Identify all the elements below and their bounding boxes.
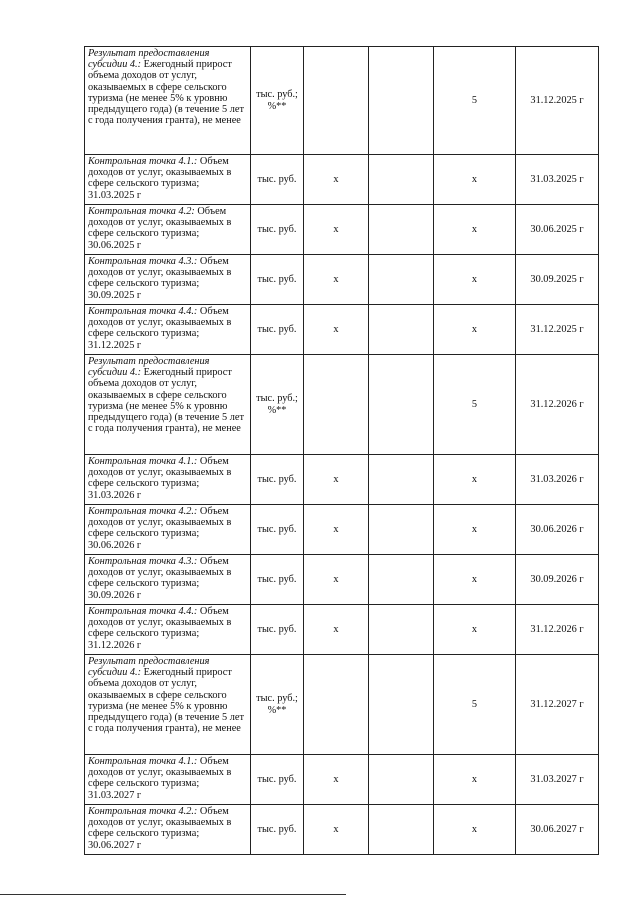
value-cell-3: х [304,205,369,255]
row-text: Объем доходов от услуг, оказываемых в сфере сельского туризма; 31.03.2025 г [88,156,232,201]
unit-cell: тыс. руб. [251,755,304,805]
table-row [85,605,599,655]
value-cell-5: х [434,255,516,305]
date-cell: 31.03.2027 г [516,755,599,805]
unit-cell: тыс. руб. [251,805,304,855]
value-cell-5: х [434,555,516,605]
value-cell-3: х [304,455,369,505]
value-cell-4 [369,155,434,205]
unit-cell: тыс. руб. [251,555,304,605]
row-label: Результат предоставления субсидии 4.: [88,48,210,71]
unit-cell: тыс. руб. [251,255,304,305]
row-label: Контрольная точка 4.3.: [88,556,198,567]
value-cell-5: х [434,505,516,555]
value-cell-5: х [434,205,516,255]
table-row [85,655,599,755]
row-name-cell [85,755,251,805]
table-row [85,255,599,305]
value-cell-5: х [434,305,516,355]
row-name-cell [85,655,251,755]
value-cell-4 [369,655,434,755]
row-label: Контрольная точка 4.3.: [88,256,198,267]
unit-cell: тыс. руб. [251,455,304,505]
row-name-cell [85,205,251,255]
row-name-cell [85,155,251,205]
value-cell-3: х [304,755,369,805]
row-label: Результат предоставления субсидии 4.: [88,356,210,379]
row-text: Объем доходов от услуг, оказываемых в сфере сельского туризма; 30.09.2026 г [88,556,232,601]
date-cell: 30.09.2026 г [516,555,599,605]
value-cell-3 [304,655,369,755]
row-name-cell [85,355,251,455]
value-cell-4 [369,47,434,155]
row-label: Контрольная точка 4.4.: [88,606,198,617]
table-row [85,305,599,355]
row-label: Результат предоставления субсидии 4.: [88,656,210,679]
unit-cell: тыс. руб. [251,305,304,355]
results-table [84,46,599,855]
date-cell: 31.12.2026 г [516,605,599,655]
table-row [85,805,599,855]
table-row [85,47,599,155]
date-cell: 31.12.2026 г [516,355,599,455]
row-name-cell [85,605,251,655]
row-text: Объем доходов от услуг, оказываемых в сфере сельского туризма; 30.06.2027 г [88,806,232,851]
date-cell: 30.06.2027 г [516,805,599,855]
row-label: Контрольная точка 4.2.: [88,506,198,517]
row-label: Контрольная точка 4.1.: [88,756,198,767]
row-label: Контрольная точка 4.2: [88,206,195,217]
value-cell-4 [369,205,434,255]
row-text: Объем доходов от услуг, оказываемых в сфере сельского туризма; 31.03.2027 г [88,756,232,801]
row-text: Объем доходов от услуг, оказываемых в сфере сельского туризма; 31.12.2025 г [88,306,232,351]
date-cell: 31.03.2025 г [516,155,599,205]
row-text: Объем доходов от услуг, оказываемых в сфере сельского туризма; 30.06.2026 г [88,506,232,551]
value-cell-4 [369,555,434,605]
unit-cell: тыс. руб. [251,605,304,655]
unit-cell: тыс. руб.; %** [251,355,304,455]
row-text: Ежегодный прирост объема доходов от услуг, оказываемых в сфере сельского туризма (не менее 5% к уровню предыдущего года) (в течение 5 лет с года получения гранта), не менее [88,59,244,127]
table-row [85,355,599,455]
row-text: Объем доходов от услуг, оказываемых в сфере сельского туризма; 30.06.2025 г [88,206,232,251]
row-name-cell [85,47,251,155]
row-label: Контрольная точка 4.1.: [88,156,198,167]
row-text: Объем доходов от услуг, оказываемых в сфере сельского туризма; 31.03.2026 г [88,456,232,501]
unit-cell: тыс. руб. [251,155,304,205]
value-cell-3 [304,47,369,155]
row-label: Контрольная точка 4.2.: [88,806,198,817]
footnote-divider [0,894,346,895]
unit-cell: тыс. руб.; %** [251,655,304,755]
row-label: Контрольная точка 4.4.: [88,306,198,317]
row-name-cell [85,255,251,305]
row-text: Ежегодный прирост объема доходов от услуг, оказываемых в сфере сельского туризма (не менее 5% к уровню предыдущего года) (в течение 5 лет с года получения гранта), не менее [88,367,244,435]
value-cell-4 [369,455,434,505]
value-cell-3: х [304,505,369,555]
value-cell-3: х [304,155,369,205]
table-row [85,455,599,505]
row-name-cell [85,505,251,555]
value-cell-4 [369,255,434,305]
value-cell-3: х [304,555,369,605]
value-cell-3: х [304,305,369,355]
unit-cell: тыс. руб. [251,205,304,255]
row-text: Объем доходов от услуг, оказываемых в сфере сельского туризма; 30.09.2025 г [88,256,232,301]
value-cell-5: х [434,755,516,805]
unit-cell: тыс. руб.; %** [251,47,304,155]
value-cell-5: 5 [434,47,516,155]
table-row [85,505,599,555]
value-cell-4 [369,805,434,855]
row-label: Контрольная точка 4.1.: [88,456,198,467]
value-cell-4 [369,505,434,555]
row-name-cell [85,455,251,505]
value-cell-5: 5 [434,655,516,755]
value-cell-3 [304,355,369,455]
date-cell: 31.12.2027 г [516,655,599,755]
value-cell-3: х [304,605,369,655]
value-cell-3: х [304,805,369,855]
row-text: Объем доходов от услуг, оказываемых в сфере сельского туризма; 31.12.2026 г [88,606,232,651]
unit-cell: тыс. руб. [251,505,304,555]
value-cell-5: 5 [434,355,516,455]
value-cell-5: х [434,155,516,205]
value-cell-4 [369,605,434,655]
date-cell: 31.03.2026 г [516,455,599,505]
date-cell: 30.06.2026 г [516,505,599,555]
date-cell: 31.12.2025 г [516,47,599,155]
value-cell-5: х [434,605,516,655]
date-cell: 31.12.2025 г [516,305,599,355]
row-name-cell [85,555,251,605]
value-cell-5: х [434,455,516,505]
date-cell: 30.06.2025 г [516,205,599,255]
row-name-cell [85,805,251,855]
value-cell-4 [369,305,434,355]
table-row [85,155,599,205]
value-cell-5: х [434,805,516,855]
row-name-cell [85,305,251,355]
table-row [85,205,599,255]
table-row [85,755,599,805]
row-text: Ежегодный прирост объема доходов от услуг, оказываемых в сфере сельского туризма (не менее 5% к уровню предыдущего года) (в течение 5 лет с года получения гранта), не менее [88,667,244,735]
table-row [85,555,599,605]
value-cell-4 [369,355,434,455]
date-cell: 30.09.2025 г [516,255,599,305]
value-cell-4 [369,755,434,805]
value-cell-3: х [304,255,369,305]
